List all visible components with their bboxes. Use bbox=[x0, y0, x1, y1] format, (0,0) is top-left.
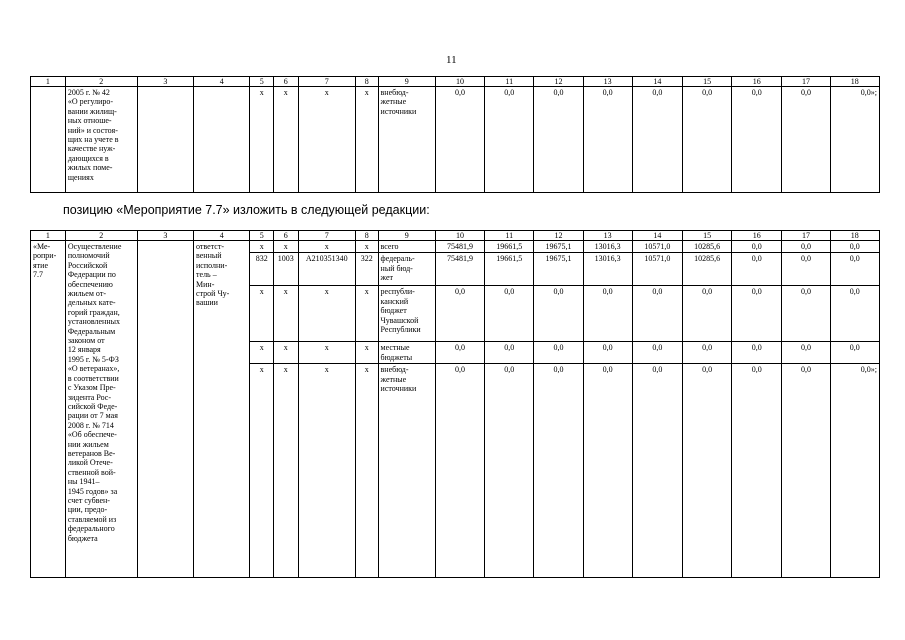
value-cell: 10285,6 bbox=[682, 253, 731, 286]
value-cell: 0,0 bbox=[782, 364, 830, 578]
value-cell: 0,0 bbox=[682, 286, 731, 342]
cell: 1003 bbox=[273, 253, 298, 286]
table-row bbox=[31, 87, 880, 193]
header-cell: 12 bbox=[534, 77, 583, 87]
description-cell: 2005 г. № 42 «О регулиро- вании жилищ- ных отноше- ний» и состоя- щих на учете в качестве нуж- дающихся в жилых поме- щениях bbox=[65, 87, 137, 193]
value-cell: 0,0 bbox=[732, 364, 782, 578]
cell: x bbox=[355, 87, 378, 193]
cell: x bbox=[355, 241, 378, 253]
header-cell: 9 bbox=[378, 231, 435, 241]
source-cell: внебюд- жетные источники bbox=[378, 87, 435, 193]
cell: x bbox=[273, 286, 298, 342]
value-cell: 0,0 bbox=[782, 286, 830, 342]
value-cell: 0,0 bbox=[534, 364, 583, 578]
value-cell: 0,0 bbox=[485, 87, 534, 193]
value-cell: 0,0 bbox=[830, 253, 879, 286]
header-cell: 5 bbox=[250, 231, 274, 241]
header-cell: 6 bbox=[273, 77, 298, 87]
value-cell: 0,0 bbox=[682, 364, 731, 578]
header-cell: 7 bbox=[298, 77, 355, 87]
value-cell: 13016,3 bbox=[583, 253, 632, 286]
cell: x bbox=[298, 241, 355, 253]
value-cell: 19675,1 bbox=[534, 241, 583, 253]
value-cell: 0,0 bbox=[485, 286, 534, 342]
header-cell: 1 bbox=[31, 77, 66, 87]
value-cell: 0,0 bbox=[830, 342, 879, 364]
cell bbox=[137, 241, 193, 578]
header-cell: 3 bbox=[137, 77, 193, 87]
header-cell: 4 bbox=[194, 231, 250, 241]
cell: x bbox=[298, 364, 355, 578]
value-cell: 0,0 bbox=[632, 286, 682, 342]
value-cell: 0,0 bbox=[732, 253, 782, 286]
source-cell: всего bbox=[378, 241, 435, 253]
cell: x bbox=[250, 286, 274, 342]
value-cell: 10571,0 bbox=[632, 241, 682, 253]
header-cell: 17 bbox=[782, 231, 830, 241]
header-cell: 15 bbox=[682, 231, 731, 241]
value-cell: 0,0 bbox=[632, 87, 682, 193]
header-cell: 13 bbox=[583, 231, 632, 241]
table-measure-7-7 bbox=[30, 230, 880, 578]
value-cell: 0,0 bbox=[682, 87, 731, 193]
header-row bbox=[31, 77, 880, 87]
source-cell: местные бюджеты bbox=[378, 342, 435, 364]
cell bbox=[194, 87, 250, 193]
value-cell: 0,0 bbox=[485, 364, 534, 578]
value-cell: 0,0 bbox=[435, 87, 484, 193]
value-cell: 75481,9 bbox=[435, 253, 484, 286]
cell: x bbox=[250, 364, 274, 578]
header-cell: 18 bbox=[830, 231, 879, 241]
description-cell: Осуществление полномочий Российской Федерации по обеспечению жильем от- дельных кате- горий граждан, установленных Федеральным законом от 12 января 1995 г. № 5-ФЗ «О ветеранах», в соответствии с Указом Пре- зидента Рос- сийской Феде- рации от 7 мая 2008 г. № 714 «Об обеспече- нии жильем ветеранов Ве- ликой Отече- ственной вой- ны 1941– 1945 годов» за счет субвен- ции, предо- ставляемой из федерального бюджета bbox=[65, 241, 137, 578]
value-cell: 0,0 bbox=[682, 342, 731, 364]
value-cell: 0,0 bbox=[435, 342, 484, 364]
value-cell: 0,0 bbox=[583, 87, 632, 193]
header-cell: 4 bbox=[194, 77, 250, 87]
header-cell: 18 bbox=[830, 77, 879, 87]
value-cell: 0,0 bbox=[583, 364, 632, 578]
value-cell: 0,0 bbox=[583, 286, 632, 342]
cell: A210351340 bbox=[298, 253, 355, 286]
cell: x bbox=[355, 286, 378, 342]
header-cell: 10 bbox=[435, 77, 484, 87]
header-cell: 7 bbox=[298, 231, 355, 241]
page-number: 11 bbox=[446, 54, 457, 66]
header-row bbox=[31, 231, 880, 241]
value-cell: 0,0 bbox=[632, 364, 682, 578]
value-cell: 75481,9 bbox=[435, 241, 484, 253]
value-cell: 10285,6 bbox=[682, 241, 731, 253]
header-cell: 3 bbox=[137, 231, 193, 241]
source-cell: внебюд- жетные источники bbox=[378, 364, 435, 578]
cell bbox=[137, 87, 193, 193]
section-heading: позицию «Мероприятие 7.7» изложить в следующей редакции: bbox=[63, 203, 430, 217]
value-cell: 0,0 bbox=[782, 253, 830, 286]
value-cell: 13016,3 bbox=[583, 241, 632, 253]
cell: 832 bbox=[250, 253, 274, 286]
value-cell: 0,0 bbox=[732, 286, 782, 342]
value-cell: 19661,5 bbox=[485, 241, 534, 253]
header-cell: 15 bbox=[682, 77, 731, 87]
cell: x bbox=[273, 364, 298, 578]
header-cell: 14 bbox=[632, 231, 682, 241]
value-cell: 0,0 bbox=[782, 87, 830, 193]
header-cell: 2 bbox=[65, 77, 137, 87]
value-cell: 0,0»; bbox=[830, 87, 879, 193]
value-cell: 0,0 bbox=[632, 342, 682, 364]
cell: x bbox=[250, 342, 274, 364]
header-cell: 10 bbox=[435, 231, 484, 241]
cell: x bbox=[298, 342, 355, 364]
header-cell: 11 bbox=[485, 77, 534, 87]
value-cell: 0,0 bbox=[534, 342, 583, 364]
header-cell: 16 bbox=[732, 77, 782, 87]
value-cell: 0,0 bbox=[534, 286, 583, 342]
value-cell: 0,0 bbox=[732, 241, 782, 253]
value-cell: 0,0 bbox=[732, 342, 782, 364]
header-cell: 6 bbox=[273, 231, 298, 241]
cell: x bbox=[355, 364, 378, 578]
value-cell: 0,0 bbox=[534, 87, 583, 193]
value-cell: 19661,5 bbox=[485, 253, 534, 286]
header-cell: 12 bbox=[534, 231, 583, 241]
header-cell: 9 bbox=[378, 77, 435, 87]
value-cell: 0,0 bbox=[782, 241, 830, 253]
cell: x bbox=[298, 87, 355, 193]
cell bbox=[31, 87, 66, 193]
cell: 322 bbox=[355, 253, 378, 286]
source-cell: федераль- ный бюд- жет bbox=[378, 253, 435, 286]
cell: x bbox=[273, 241, 298, 253]
header-cell: 8 bbox=[355, 77, 378, 87]
value-cell: 19675,1 bbox=[534, 253, 583, 286]
header-cell: 17 bbox=[782, 77, 830, 87]
cell: x bbox=[355, 342, 378, 364]
header-cell: 1 bbox=[31, 231, 66, 241]
table-continuation bbox=[30, 76, 880, 193]
header-cell: 2 bbox=[65, 231, 137, 241]
header-cell: 16 bbox=[732, 231, 782, 241]
value-cell: 0,0 bbox=[583, 342, 632, 364]
value-cell: 0,0 bbox=[435, 286, 484, 342]
cell: x bbox=[250, 87, 274, 193]
value-cell: 0,0 bbox=[435, 364, 484, 578]
header-cell: 5 bbox=[250, 77, 274, 87]
executor-cell: ответст- венный исполни- тель – Мин- строй Чу- вашии bbox=[194, 241, 250, 578]
cell: x bbox=[298, 286, 355, 342]
header-cell: 8 bbox=[355, 231, 378, 241]
source-cell: республи- канский бюджет Чувашской Республики bbox=[378, 286, 435, 342]
value-cell: 0,0 bbox=[830, 241, 879, 253]
header-cell: 14 bbox=[632, 77, 682, 87]
value-cell: 10571,0 bbox=[632, 253, 682, 286]
measure-id-cell: «Ме- ропри- ятие 7.7 bbox=[31, 241, 66, 578]
table-row bbox=[31, 241, 880, 253]
cell: x bbox=[273, 342, 298, 364]
value-cell: 0,0 bbox=[732, 87, 782, 193]
header-cell: 11 bbox=[485, 231, 534, 241]
value-cell: 0,0 bbox=[830, 286, 879, 342]
cell: x bbox=[250, 241, 274, 253]
value-cell: 0,0 bbox=[485, 342, 534, 364]
value-cell: 0,0»; bbox=[830, 364, 879, 578]
cell: x bbox=[273, 87, 298, 193]
value-cell: 0,0 bbox=[782, 342, 830, 364]
header-cell: 13 bbox=[583, 77, 632, 87]
